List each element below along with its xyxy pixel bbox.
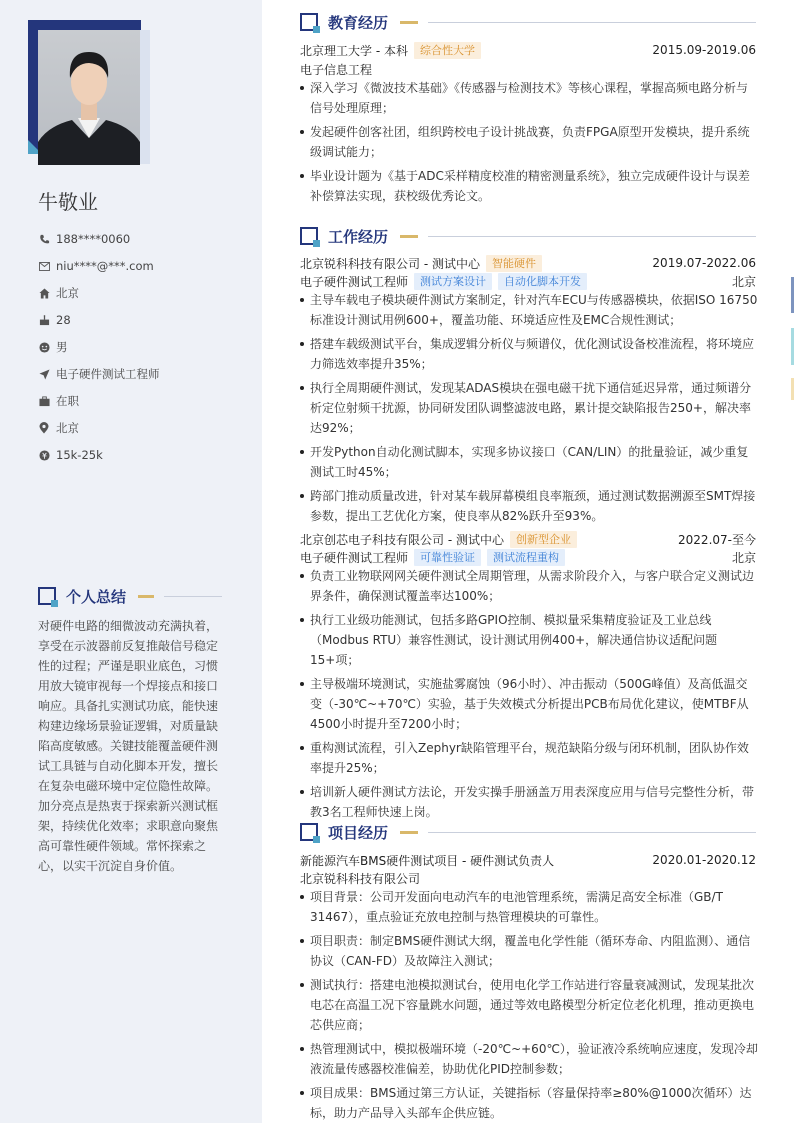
section-square-icon bbox=[300, 823, 318, 841]
bullet-item: 开发Python自动化测试脚本，实现多协议接口（CAN/LIN）的批量验证，减少重复测试工时45%； bbox=[300, 442, 758, 482]
info-phone bbox=[38, 231, 238, 247]
briefcase-icon bbox=[38, 395, 50, 407]
info-city bbox=[38, 420, 238, 436]
bullet-item: 发起硬件创客社团，组织跨校电子设计挑战赛，负责FPGA原型开发模块，提升系统级调试能力； bbox=[300, 122, 758, 162]
job-row bbox=[300, 530, 756, 548]
company-tag: 创新型企业 bbox=[510, 531, 577, 548]
info-age bbox=[38, 312, 238, 328]
user-icon bbox=[38, 341, 50, 353]
skill-tag: 可靠性验证 bbox=[414, 549, 481, 566]
phone-icon bbox=[38, 233, 50, 245]
position-text: 电子硬件测试工程师 bbox=[56, 367, 160, 381]
job-role: 电子硬件测试工程师 bbox=[300, 274, 409, 289]
bullet-item: 负责工业物联网网关硬件测试全周期管理，从需求阶段介入，与客户联合定义测试边界条件，确保测试覆盖率达100%； bbox=[300, 566, 758, 606]
project-company: 北京锐科科技有限公司 bbox=[300, 871, 421, 886]
job-role: 电子硬件测试工程师 bbox=[300, 550, 409, 565]
project-bullets bbox=[300, 887, 758, 1123]
skill-tag: 测试方案设计 bbox=[414, 273, 492, 290]
role-row bbox=[300, 272, 756, 290]
project-header bbox=[300, 822, 756, 842]
job-city: 北京 bbox=[731, 274, 756, 289]
skill-tag: 自动化脚本开发 bbox=[498, 273, 587, 290]
bullet-item: 主导车载电子模块硬件测试方案制定，针对汽车ECU与传感器模块，依据ISO 16750标准设计测试用例600+，覆盖功能、环境适应性及EMC合规性测试； bbox=[300, 290, 758, 330]
school-name: 北京理工大学 - 本科 bbox=[300, 43, 408, 58]
education-date: 2015.09-2019.06 bbox=[652, 43, 756, 57]
bullet-item: 培训新人硬件测试方法论，开发实操手册涵盖万用表深度应用与信号完整性分析，带教3名工程师快速上岗。 bbox=[300, 782, 758, 822]
bullet-item: 测试执行：搭建电池模拟测试台，使用电化学工作站进行容量衰减测试，发现某批次电芯在高温工况下容量跳水问题，通过等效电路模型分析定位老化机理，推动更换电芯供应商； bbox=[300, 975, 758, 1035]
salary-text: 15k-25k bbox=[56, 448, 103, 462]
bullet-item: 毕业设计题为《基于ADC采样精度校准的精密测量系统》，独立完成硬件设计与误差补偿算法实现，获校级优秀论文。 bbox=[300, 166, 758, 206]
section-square-icon bbox=[300, 13, 318, 31]
bullet-item: 项目成果：BMS通过第三方认证，关键指标（容量保持率≥80%@1000次循环）达标，助力产品导入头部车企供应链。 bbox=[300, 1083, 758, 1123]
project-date: 2020.01-2020.12 bbox=[652, 853, 756, 867]
salary-icon bbox=[38, 449, 50, 461]
profile-photo bbox=[38, 30, 140, 165]
work-title: 工作经历 bbox=[328, 227, 389, 246]
bullet-item: 项目背景：公司开发面向电动汽车的电池管理系统，需满足高安全标准（GB/T 31467），重点验证充放电控制与热管理模块的可靠性。 bbox=[300, 887, 758, 927]
job-date: 2019.07-2022.06 bbox=[652, 256, 756, 270]
job-bullets bbox=[300, 566, 758, 826]
bullet-item: 项目职责：制定BMS硬件测试大纲，覆盖电化学性能（循环寿命、内阻监测）、通信协议（CAN-FD）及故障注入测试； bbox=[300, 931, 758, 971]
project-title: 项目经历 bbox=[328, 823, 389, 842]
education-title: 教育经历 bbox=[328, 13, 389, 32]
job-row bbox=[300, 254, 756, 272]
home-icon bbox=[38, 287, 50, 299]
bullet-item: 跨部门推动质量改进，针对某车载屏幕模组良率瓶颈，通过测试数据溯源至SMT焊接参数，提出工艺优化方案，使良率从82%跃升至93%。 bbox=[300, 486, 758, 526]
info-salary bbox=[38, 447, 238, 463]
gender-text: 男 bbox=[56, 340, 68, 354]
info-location bbox=[38, 285, 238, 301]
summary-title: 个人总结 bbox=[66, 587, 127, 606]
major-row bbox=[300, 60, 756, 78]
section-square-icon bbox=[300, 227, 318, 245]
status-text: 在职 bbox=[56, 394, 79, 408]
job-date: 2022.07-至今 bbox=[678, 532, 756, 547]
bullet-item: 执行全周期硬件测试，发现某ADAS模块在强电磁干扰下通信延迟异常，通过频谱分析定位射频干扰源，协同研发团队调整滤波电路，累计提交缺陷报告250+，解决率达92%； bbox=[300, 378, 758, 438]
job-bullets bbox=[300, 290, 758, 530]
skill-tag: 测试流程重构 bbox=[487, 549, 565, 566]
major: 电子信息工程 bbox=[300, 62, 373, 77]
bullet-item: 搭建车载级测试平台，集成逻辑分析仪与频谱仪，优化测试设备校准流程，将环境应力筛选效率提升35%； bbox=[300, 334, 758, 374]
mail-icon bbox=[38, 260, 50, 272]
phone-text: 188****0060 bbox=[56, 232, 131, 246]
company-name: 北京锐科科技有限公司 - 测试中心 bbox=[300, 256, 480, 271]
cake-icon bbox=[38, 314, 50, 326]
send-icon bbox=[38, 368, 50, 380]
work-header bbox=[300, 226, 756, 246]
info-gender bbox=[38, 339, 238, 355]
city-text: 北京 bbox=[56, 421, 79, 435]
project-company-row bbox=[300, 869, 756, 887]
project-row bbox=[300, 851, 756, 869]
avatar bbox=[28, 20, 150, 166]
education-bullets bbox=[300, 78, 758, 210]
info-email bbox=[38, 258, 238, 274]
candidate-name: 牛敬业 bbox=[38, 190, 98, 214]
age-text: 28 bbox=[56, 313, 71, 327]
info-position bbox=[38, 366, 238, 382]
section-square-icon bbox=[38, 587, 56, 605]
education-row bbox=[300, 41, 756, 59]
education-header bbox=[300, 12, 756, 32]
location-text: 北京 bbox=[56, 286, 79, 300]
school-tag: 综合性大学 bbox=[414, 42, 481, 59]
bullet-item: 重构测试流程，引入Zephyr缺陷管理平台，规范缺陷分级与闭环机制，团队协作效率提升25%； bbox=[300, 738, 758, 778]
sidebar bbox=[0, 0, 262, 1123]
map-pin-icon bbox=[38, 422, 50, 434]
summary-text: 对硬件电路的细微波动充满执着，享受在示波器前反复推敲信号稳定性的过程；严谨是职业底色，习惯用放大镜审视每一个焊接点和接口响应。具备扎实测试功底，能快速构建边缘场景验证逻辑，对质量缺陷高度敏感。关键技能覆盖硬件测试工具链与自动化脚本开发，擅长在复杂电磁环境中定位隐性故障。加分亮点是热衷于探索新兴测试框架，持续优化效率；求职意向聚焦高可靠性硬件领域。常怀探索之心，以实干沉淀自身价值。 bbox=[38, 619, 219, 873]
bullet-item: 热管理测试中，模拟极端环境（-20℃~+60℃），验证液冷系统响应速度，发现冷却液流量传感器校准偏差，协助优化PID控制参数； bbox=[300, 1039, 758, 1079]
bullet-item: 主导极端环境测试，实施盐雾腐蚀（96小时）、冲击振动（500G峰值）及高低温交变（-30℃~+70℃）实验，基于失效模式分析提出PCB布局优化建议，使MTBF从4500小时提升至7200小时； bbox=[300, 674, 758, 734]
company-name: 北京创芯电子科技有限公司 - 测试中心 bbox=[300, 532, 504, 547]
company-tag: 智能硬件 bbox=[486, 255, 542, 272]
info-status bbox=[38, 393, 238, 409]
email-text: niu****@***.com bbox=[56, 259, 154, 273]
project-name: 新能源汽车BMS硬件测试项目 - 硬件测试负责人 bbox=[300, 853, 555, 868]
summary-header bbox=[38, 586, 222, 606]
role-row bbox=[300, 548, 756, 566]
bullet-item: 深入学习《微波技术基础》《传感器与检测技术》等核心课程，掌握高频电路分析与信号处理原理； bbox=[300, 78, 758, 118]
job-city: 北京 bbox=[731, 550, 756, 565]
bullet-item: 执行工业级功能测试，包括多路GPIO控制、模拟量采集精度验证及工业总线（Modbus RTU）兼容性测试，设计测试用例400+，解决通信协议适配问题15+项； bbox=[300, 610, 758, 670]
